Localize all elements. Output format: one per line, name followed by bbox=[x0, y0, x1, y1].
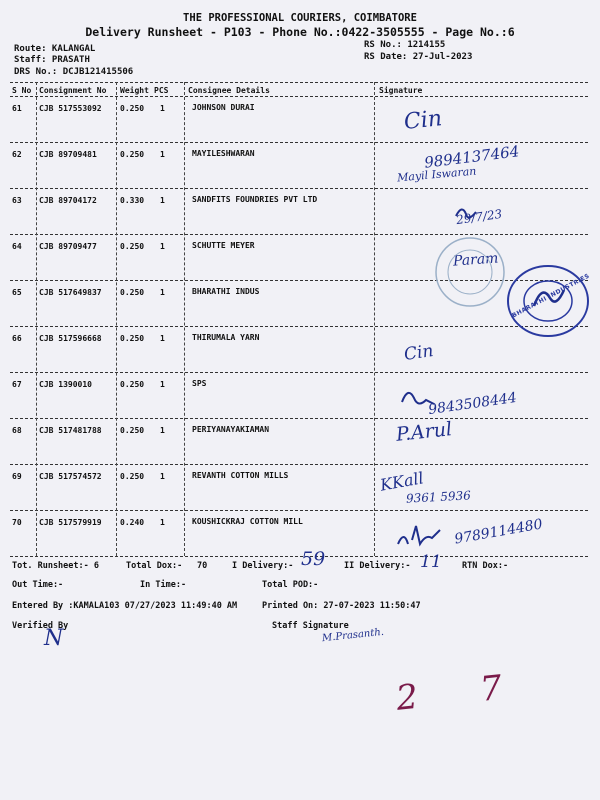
signature-row69: KKall bbox=[378, 468, 426, 495]
row-sno: 69 bbox=[12, 472, 22, 481]
row-sno: 67 bbox=[12, 380, 22, 389]
total-pod: Total POD:- bbox=[262, 580, 319, 590]
row-weight: 0.240 bbox=[120, 518, 145, 527]
phone-row69: 9361 5936 bbox=[405, 488, 472, 506]
phone-row62: 9894137464 bbox=[423, 142, 521, 172]
entered-by: Entered By :KAMALA103 07/27/2023 11:49:40 AM bbox=[12, 601, 238, 611]
signature-row68: P.Arul bbox=[395, 418, 454, 446]
row-pcs: 1 bbox=[160, 518, 165, 527]
row-sno: 70 bbox=[12, 518, 22, 527]
verified-mark: N bbox=[44, 626, 64, 651]
company-name: THE PROFESSIONAL COURIERS, COIMBATORE bbox=[183, 12, 417, 24]
signature-row67-scribble bbox=[398, 386, 438, 412]
column-divider bbox=[184, 82, 185, 556]
col-consignee: Consignee Details bbox=[188, 86, 270, 95]
drs-number: DRS No.: DCJB121415506 bbox=[14, 67, 134, 77]
row-rule bbox=[10, 464, 588, 465]
row-weight: 0.250 bbox=[120, 380, 145, 389]
row-consignee: BHARATHI INDUS bbox=[192, 287, 260, 296]
signature-row63-scribble bbox=[452, 204, 482, 224]
i-delivery-value: 59 bbox=[301, 548, 326, 570]
row-pcs: 1 bbox=[160, 380, 165, 389]
column-divider bbox=[36, 82, 37, 556]
row-weight: 0.330 bbox=[120, 196, 145, 205]
row-consignment: CJB 517649837 bbox=[39, 288, 102, 297]
column-divider bbox=[374, 82, 375, 556]
row-sno: 64 bbox=[12, 242, 22, 251]
row-rule bbox=[10, 234, 588, 235]
row-rule bbox=[10, 142, 588, 143]
row-weight: 0.250 bbox=[120, 472, 145, 481]
signature-row70-scribble bbox=[396, 520, 456, 552]
row-consignee: MAYILESHWARAN bbox=[192, 149, 255, 158]
row-weight: 0.250 bbox=[120, 104, 145, 113]
staff-signature-label: Staff Signature bbox=[272, 621, 349, 631]
signature-row61: Cin bbox=[402, 106, 444, 135]
header-rule bbox=[10, 96, 588, 97]
verified-by: Verified By bbox=[12, 621, 69, 631]
row-weight: 0.250 bbox=[120, 242, 145, 251]
row-sno: 66 bbox=[12, 334, 22, 343]
bottom-handwritten-mark: 2 7 bbox=[394, 665, 530, 719]
in-time: In Time:- bbox=[140, 580, 187, 590]
row-consignment: CJB 517596668 bbox=[39, 334, 102, 343]
faded-stamp-icon bbox=[432, 236, 508, 308]
row-consignee: REVANTH COTTON MILLS bbox=[192, 471, 289, 480]
phone-row67: 9843508444 bbox=[427, 389, 518, 419]
row-pcs: 1 bbox=[160, 196, 165, 205]
col-signature: Signature bbox=[379, 86, 423, 95]
row-consignee: THIRUMALA YARN bbox=[192, 333, 260, 342]
rs-date: RS Date: 27-Jul-2023 bbox=[364, 52, 473, 62]
row-sno: 61 bbox=[12, 104, 22, 113]
staff: Staff: PRASATH bbox=[14, 55, 90, 65]
table-top-rule bbox=[10, 82, 588, 83]
col-weight: Weight bbox=[120, 86, 149, 95]
row-rule bbox=[10, 188, 588, 189]
stamp-text: BHARATHI INDUSTRIES bbox=[511, 272, 591, 320]
col-sno: S No bbox=[12, 86, 32, 95]
printed-on: Printed On: 27-07-2023 11:50:47 bbox=[262, 601, 421, 611]
row-consignee: PERIYANAYAKIAMAN bbox=[192, 425, 270, 434]
col-pcs: PCS bbox=[154, 86, 169, 95]
rs-number: RS No.: 1214155 bbox=[364, 40, 446, 50]
row-consignment: CJB 517481788 bbox=[39, 426, 102, 435]
ii-delivery-label: II Delivery:- bbox=[344, 561, 411, 571]
total-dox-label: Total Dox:- bbox=[126, 561, 183, 571]
row-weight: 0.250 bbox=[120, 426, 145, 435]
row-consignment: CJB 89709477 bbox=[39, 242, 97, 251]
row-sno: 62 bbox=[12, 150, 22, 159]
row-pcs: 1 bbox=[160, 426, 165, 435]
row-consignment: CJB 89709481 bbox=[39, 150, 97, 159]
total-dox-value: 70 bbox=[197, 561, 208, 571]
company-stamp bbox=[504, 262, 592, 340]
row-weight: 0.250 bbox=[120, 288, 145, 297]
row-consignee: KOUSHICKRAJ COTTON MILL bbox=[192, 517, 303, 526]
signature-row66: Cin bbox=[402, 341, 435, 365]
row-weight: 0.250 bbox=[120, 150, 145, 159]
signature-row64: Param bbox=[452, 250, 499, 270]
row-pcs: 1 bbox=[160, 288, 165, 297]
row-consignment: CJB 89704172 bbox=[39, 196, 97, 205]
row-consignee: SPS bbox=[192, 379, 207, 388]
total-runsheet: Tot. Runsheet:- 6 bbox=[12, 561, 99, 571]
row-weight: 0.250 bbox=[120, 334, 145, 343]
row-pcs: 1 bbox=[160, 150, 165, 159]
row-sno: 63 bbox=[12, 196, 22, 205]
row-consignment: CJB 517579919 bbox=[39, 518, 102, 527]
col-consignment: Consignment No bbox=[39, 86, 107, 95]
row-consignee: JOHNSON DURAI bbox=[192, 103, 255, 112]
ii-delivery-value: 11 bbox=[420, 552, 442, 572]
signature-row63: 29/7/23 bbox=[455, 206, 504, 228]
row-rule bbox=[10, 372, 588, 373]
row-rule bbox=[10, 418, 588, 419]
i-delivery-label: I Delivery:- bbox=[232, 561, 294, 571]
signature-row62: Mayil Iswaran bbox=[396, 164, 477, 185]
column-divider bbox=[116, 82, 117, 556]
table-bottom-rule bbox=[10, 556, 588, 557]
row-sno: 65 bbox=[12, 288, 22, 297]
runsheet-title: Delivery Runsheet - P103 - Phone No.:0422-3505555 - Page No.:6 bbox=[85, 25, 515, 39]
row-rule bbox=[10, 326, 588, 327]
row-consignee: SANDFITS FOUNDRIES PVT LTD bbox=[192, 195, 318, 204]
row-consignee: SCHUTTE MEYER bbox=[192, 241, 255, 250]
row-sno: 68 bbox=[12, 426, 22, 435]
rtn-dox: RTN Dox:- bbox=[462, 561, 509, 571]
staff-signature-hand: M.Prasanth. bbox=[321, 626, 385, 645]
row-pcs: 1 bbox=[160, 242, 165, 251]
row-pcs: 1 bbox=[160, 472, 165, 481]
route: Route: KALANGAL bbox=[14, 44, 96, 54]
row-consignment: CJB 517553092 bbox=[39, 104, 102, 113]
row-consignment: CJB 517574572 bbox=[39, 472, 102, 481]
row-pcs: 1 bbox=[160, 104, 165, 113]
row-consignment: CJB 1390010 bbox=[39, 380, 92, 389]
row-rule bbox=[10, 510, 588, 511]
phone-row70: 9789114480 bbox=[453, 516, 544, 548]
out-time: Out Time:- bbox=[12, 580, 64, 590]
row-pcs: 1 bbox=[160, 334, 165, 343]
